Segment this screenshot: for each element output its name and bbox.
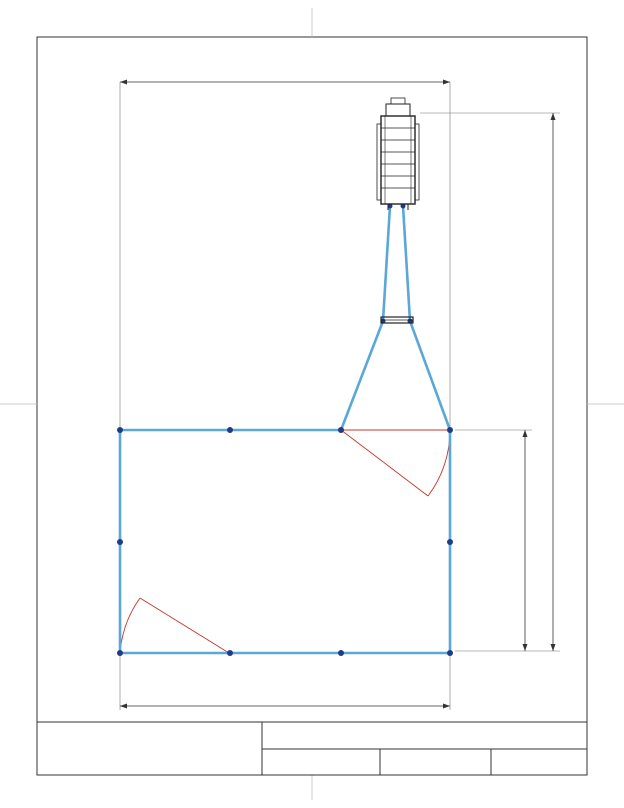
- dimension-total-length: [420, 113, 560, 651]
- gate-swing-top: [341, 430, 450, 496]
- self-catch-chute: [377, 98, 419, 210]
- sheet-border: [37, 37, 587, 775]
- gate-swing-bottom: [120, 598, 229, 653]
- dimension-bottom-width: [120, 655, 450, 710]
- title-block: [37, 722, 587, 775]
- dimension-top-width: [120, 80, 450, 431]
- dimension-pen-depth: [455, 430, 532, 651]
- pen-enclosure: [120, 206, 450, 653]
